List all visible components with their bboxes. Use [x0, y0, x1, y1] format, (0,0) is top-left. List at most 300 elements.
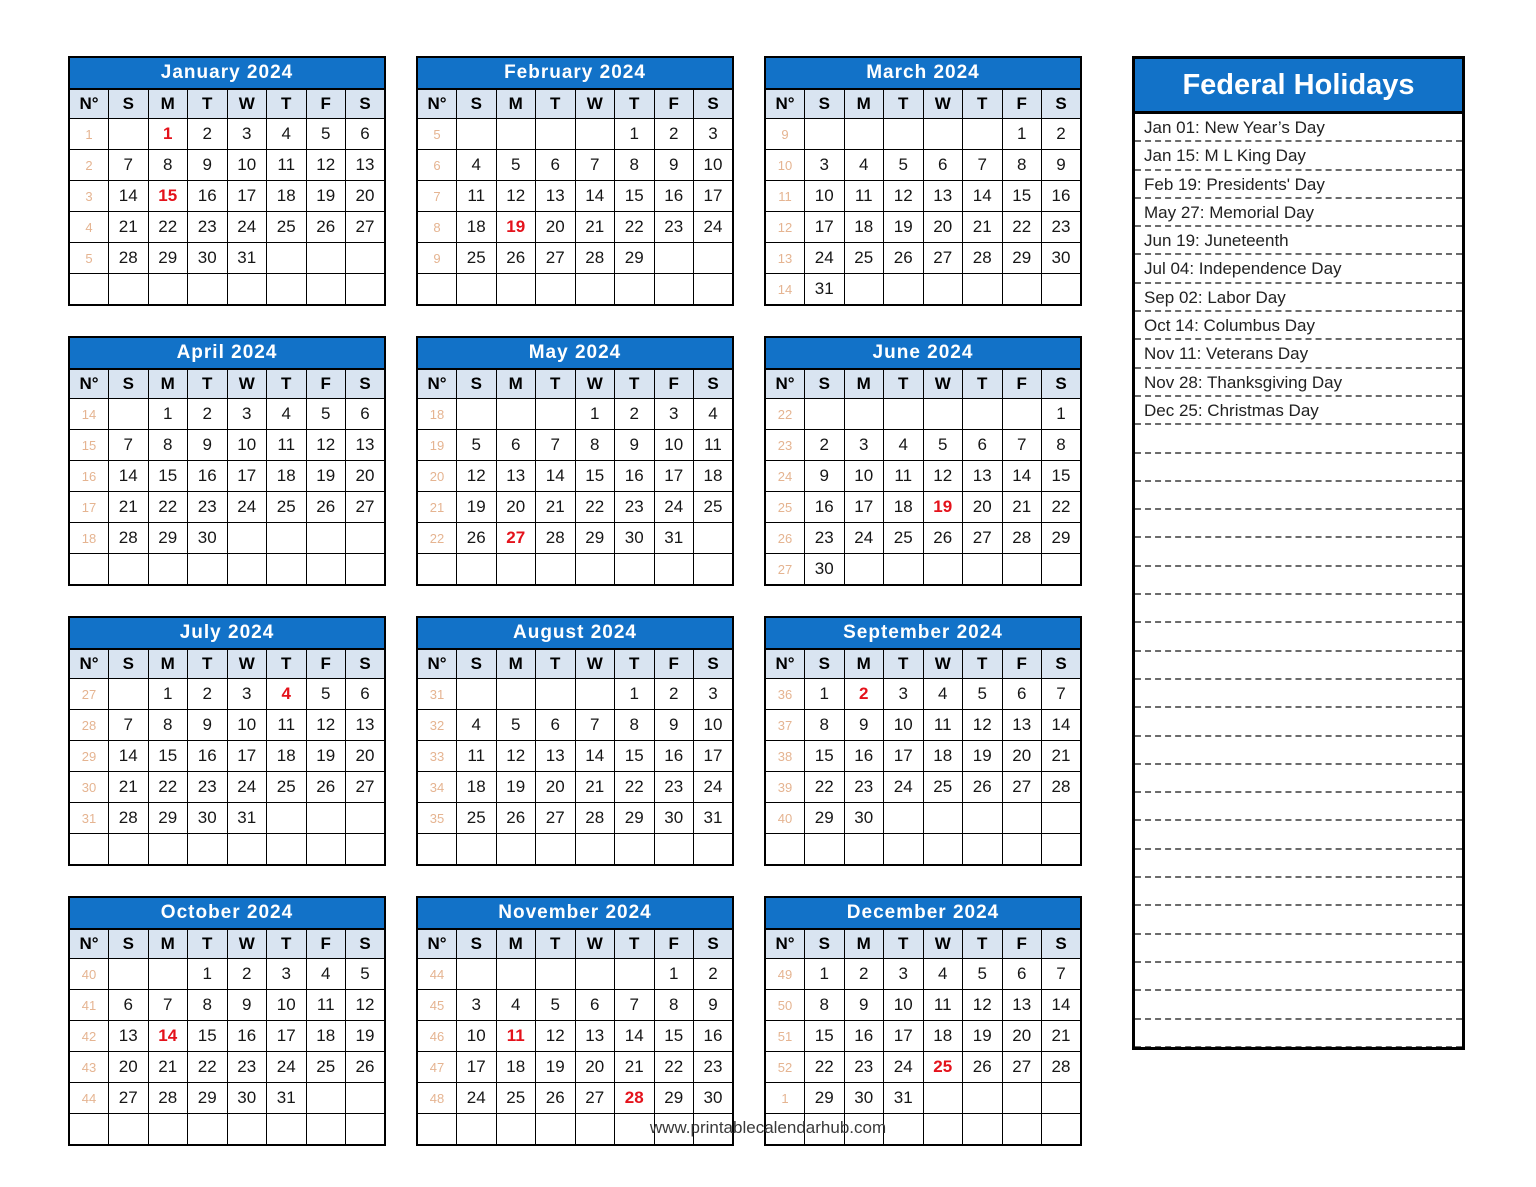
- day-cell: 5: [884, 150, 924, 181]
- day-cell: 19: [536, 1052, 576, 1083]
- day-cell: 16: [654, 181, 694, 212]
- week-number: 27: [765, 554, 805, 586]
- week-row: [765, 803, 1081, 834]
- day-cell: 29: [805, 803, 845, 834]
- weekday-header: S: [457, 929, 497, 959]
- weekday-header: T: [963, 649, 1003, 679]
- empty-day-cell: [188, 274, 228, 306]
- weekday-header: F: [306, 369, 346, 399]
- day-cell: 4: [884, 430, 924, 461]
- day-cell: 29: [1042, 523, 1082, 554]
- day-cell: 14: [109, 741, 149, 772]
- week-number: 47: [417, 1052, 457, 1083]
- weekday-header: T: [536, 369, 576, 399]
- empty-day-cell: [267, 243, 307, 274]
- empty-day-cell: [306, 274, 346, 306]
- empty-day-cell: [1042, 554, 1082, 586]
- month-title-row: [765, 897, 1081, 929]
- week-number: 13: [765, 243, 805, 274]
- week-number: 21: [417, 492, 457, 523]
- day-cell: 28: [963, 243, 1003, 274]
- day-cell: 10: [267, 990, 307, 1021]
- day-cell: 2: [227, 959, 267, 990]
- day-cell: 20: [963, 492, 1003, 523]
- day-cell: 14: [109, 461, 149, 492]
- week-number: 32: [417, 710, 457, 741]
- day-cell: 18: [457, 212, 497, 243]
- weekday-header: W: [923, 649, 963, 679]
- holiday-item: Jul 04: Independence Day: [1135, 255, 1462, 283]
- holiday-item: Feb 19: Presidents' Day: [1135, 171, 1462, 199]
- empty-day-cell: [844, 554, 884, 586]
- day-cell: 15: [1002, 181, 1042, 212]
- day-cell: 24: [694, 212, 734, 243]
- week-row: [417, 959, 733, 990]
- empty-day-cell: [267, 834, 307, 866]
- empty-day-cell: [963, 399, 1003, 430]
- day-cell: 4: [923, 959, 963, 990]
- day-cell: 20: [346, 741, 386, 772]
- day-cell: 19: [884, 212, 924, 243]
- day-cell: 12: [346, 990, 386, 1021]
- week-number: 31: [69, 803, 109, 834]
- day-cell: 3: [805, 150, 845, 181]
- day-cell: 14: [109, 181, 149, 212]
- day-cell: 5: [457, 430, 497, 461]
- weekday-header: S: [1042, 89, 1082, 119]
- federal-holidays-panel: [1132, 56, 1465, 1050]
- day-cell: 11: [306, 990, 346, 1021]
- day-cell: 17: [805, 212, 845, 243]
- day-cell: 20: [923, 212, 963, 243]
- weekday-header: T: [188, 89, 228, 119]
- week-row: [69, 150, 385, 181]
- day-cell: 15: [148, 181, 188, 212]
- month-body: [417, 679, 733, 866]
- month-title-row: [765, 337, 1081, 369]
- day-cell: 1: [805, 959, 845, 990]
- weekday-header: T: [884, 89, 924, 119]
- empty-day-cell: [963, 119, 1003, 150]
- weekday-header: T: [536, 89, 576, 119]
- month-title: July 2024: [69, 617, 385, 649]
- empty-day-cell: [654, 243, 694, 274]
- day-cell: 2: [805, 430, 845, 461]
- day-cell: 27: [963, 523, 1003, 554]
- day-cell: 16: [188, 461, 228, 492]
- weekday-header: S: [694, 89, 734, 119]
- weekday-header: W: [227, 369, 267, 399]
- day-cell: 19: [963, 741, 1003, 772]
- day-cell: 16: [805, 492, 845, 523]
- holiday-item: Jan 01: New Year’s Day: [1135, 114, 1462, 142]
- footer-url: www.printablecalendarhub.com: [649, 1118, 887, 1137]
- day-cell: 26: [963, 1052, 1003, 1083]
- weekday-header: N°: [765, 929, 805, 959]
- week-row: [417, 461, 733, 492]
- day-cell: 5: [346, 959, 386, 990]
- day-cell: 3: [884, 679, 924, 710]
- day-cell: 30: [654, 803, 694, 834]
- month-title-row: [69, 897, 385, 929]
- week-row: [765, 274, 1081, 306]
- empty-day-cell: [496, 554, 536, 586]
- day-cell: 30: [844, 1083, 884, 1114]
- empty-day-cell: [536, 119, 576, 150]
- day-cell: 22: [148, 492, 188, 523]
- empty-day-cell: [923, 274, 963, 306]
- week-row: [417, 772, 733, 803]
- day-cell: 22: [575, 492, 615, 523]
- empty-day-cell: [884, 274, 924, 306]
- empty-day-cell: [884, 554, 924, 586]
- day-cell: 9: [844, 990, 884, 1021]
- day-cell: 4: [496, 990, 536, 1021]
- day-cell: 4: [923, 679, 963, 710]
- week-number: 1: [765, 1083, 805, 1114]
- weekday-header: F: [654, 649, 694, 679]
- day-cell: 7: [963, 150, 1003, 181]
- month-title-row: [69, 57, 385, 89]
- week-row: [765, 772, 1081, 803]
- empty-day-cell: [884, 399, 924, 430]
- weekday-row: [765, 89, 1081, 119]
- day-cell: 23: [805, 523, 845, 554]
- day-cell: 1: [615, 119, 655, 150]
- weekday-header: F: [306, 929, 346, 959]
- empty-day-cell: [575, 554, 615, 586]
- day-cell: 30: [188, 803, 228, 834]
- holiday-item: Sep 02: Labor Day: [1135, 284, 1462, 312]
- day-cell: 11: [496, 1021, 536, 1052]
- day-cell: 15: [575, 461, 615, 492]
- empty-day-cell: [694, 834, 734, 866]
- week-number: 48: [417, 1083, 457, 1114]
- week-row: [417, 181, 733, 212]
- day-cell: 17: [227, 181, 267, 212]
- week-row: [69, 772, 385, 803]
- day-cell: 6: [496, 430, 536, 461]
- day-cell: 25: [267, 772, 307, 803]
- blank-line: [1135, 567, 1462, 595]
- empty-day-cell: [109, 554, 149, 586]
- weekday-header: T: [615, 929, 655, 959]
- month-calendar: [68, 56, 386, 306]
- day-cell: 27: [923, 243, 963, 274]
- weekday-header: T: [188, 369, 228, 399]
- day-cell: 17: [654, 461, 694, 492]
- weekday-header: S: [805, 929, 845, 959]
- weekday-header: F: [654, 929, 694, 959]
- day-cell: 9: [654, 710, 694, 741]
- month-body: [69, 119, 385, 306]
- day-cell: 1: [654, 959, 694, 990]
- empty-day-cell: [148, 554, 188, 586]
- day-cell: 11: [923, 710, 963, 741]
- day-cell: 20: [536, 772, 576, 803]
- day-cell: 31: [227, 803, 267, 834]
- week-number: 9: [417, 243, 457, 274]
- week-number: 17: [69, 492, 109, 523]
- day-cell: 29: [148, 523, 188, 554]
- day-cell: 24: [654, 492, 694, 523]
- empty-day-cell: [496, 119, 536, 150]
- week-row: [69, 803, 385, 834]
- week-number: [417, 274, 457, 306]
- day-cell: 30: [188, 523, 228, 554]
- blank-line: [1135, 991, 1462, 1019]
- day-cell: 7: [109, 150, 149, 181]
- month-title-row: [417, 897, 733, 929]
- week-row: [765, 1021, 1081, 1052]
- day-cell: 7: [1042, 959, 1082, 990]
- blank-line: [1135, 906, 1462, 934]
- day-cell: 19: [496, 212, 536, 243]
- day-cell: 2: [694, 959, 734, 990]
- day-cell: 28: [536, 523, 576, 554]
- weekday-header: T: [884, 929, 924, 959]
- week-row: [69, 212, 385, 243]
- day-cell: 8: [805, 710, 845, 741]
- week-number: 7: [417, 181, 457, 212]
- day-cell: 30: [844, 803, 884, 834]
- day-cell: 5: [963, 679, 1003, 710]
- day-cell: 23: [654, 212, 694, 243]
- week-row: [417, 430, 733, 461]
- day-cell: 6: [346, 679, 386, 710]
- empty-day-cell: [306, 243, 346, 274]
- blank-line: [1135, 482, 1462, 510]
- day-cell: 13: [496, 461, 536, 492]
- month-title: December 2024: [765, 897, 1081, 929]
- day-cell: 4: [267, 399, 307, 430]
- week-row: [417, 1052, 733, 1083]
- day-cell: 5: [306, 399, 346, 430]
- week-number: 49: [765, 959, 805, 990]
- month-body: [417, 119, 733, 306]
- month-calendar: [416, 336, 734, 586]
- empty-day-cell: [615, 274, 655, 306]
- week-number: 10: [765, 150, 805, 181]
- empty-day-cell: [346, 523, 386, 554]
- week-number: 16: [69, 461, 109, 492]
- month-body: [417, 399, 733, 586]
- weekday-row: [69, 649, 385, 679]
- day-cell: 18: [694, 461, 734, 492]
- week-row: [417, 679, 733, 710]
- empty-day-cell: [1002, 399, 1042, 430]
- day-cell: 18: [267, 181, 307, 212]
- holiday-item: Dec 25: Christmas Day: [1135, 397, 1462, 425]
- day-cell: 22: [615, 772, 655, 803]
- week-row: [417, 1083, 733, 1114]
- day-cell: 24: [227, 492, 267, 523]
- day-cell: 4: [457, 710, 497, 741]
- day-cell: 2: [615, 399, 655, 430]
- weekday-row: [417, 929, 733, 959]
- month-title: August 2024: [417, 617, 733, 649]
- day-cell: 17: [694, 741, 734, 772]
- week-row: [69, 492, 385, 523]
- day-cell: 13: [346, 150, 386, 181]
- empty-day-cell: [844, 399, 884, 430]
- day-cell: 23: [694, 1052, 734, 1083]
- day-cell: 8: [188, 990, 228, 1021]
- empty-day-cell: [457, 119, 497, 150]
- day-cell: 27: [575, 1083, 615, 1114]
- day-cell: 9: [188, 430, 228, 461]
- empty-day-cell: [694, 243, 734, 274]
- day-cell: 15: [615, 181, 655, 212]
- week-number: 34: [417, 772, 457, 803]
- day-cell: 18: [267, 741, 307, 772]
- day-cell: 14: [148, 1021, 188, 1052]
- day-cell: 14: [536, 461, 576, 492]
- weekday-header: S: [1042, 649, 1082, 679]
- empty-day-cell: [654, 834, 694, 866]
- day-cell: 12: [496, 741, 536, 772]
- empty-day-cell: [536, 399, 576, 430]
- day-cell: 24: [805, 243, 845, 274]
- weekday-header: T: [267, 929, 307, 959]
- weekday-row: [69, 369, 385, 399]
- day-cell: 28: [575, 243, 615, 274]
- day-cell: 11: [884, 461, 924, 492]
- week-number: 28: [69, 710, 109, 741]
- week-row: [69, 461, 385, 492]
- weekday-header: N°: [417, 649, 457, 679]
- weekday-header: S: [346, 369, 386, 399]
- week-number: [417, 554, 457, 586]
- blank-line: [1135, 963, 1462, 991]
- day-cell: 21: [575, 772, 615, 803]
- empty-day-cell: [844, 834, 884, 866]
- week-number: [417, 834, 457, 866]
- empty-day-cell: [1002, 803, 1042, 834]
- weekday-header: S: [694, 369, 734, 399]
- day-cell: 25: [306, 1052, 346, 1083]
- week-number: 23: [765, 430, 805, 461]
- week-number: 19: [417, 430, 457, 461]
- day-cell: 10: [227, 150, 267, 181]
- day-cell: 11: [457, 741, 497, 772]
- day-cell: 26: [306, 772, 346, 803]
- day-cell: 12: [306, 710, 346, 741]
- day-cell: 2: [188, 119, 228, 150]
- day-cell: 28: [109, 803, 149, 834]
- week-number: 15: [69, 430, 109, 461]
- week-number: [69, 554, 109, 586]
- month-title-row: [765, 617, 1081, 649]
- day-cell: 5: [923, 430, 963, 461]
- blank-line: [1135, 821, 1462, 849]
- day-cell: 22: [148, 212, 188, 243]
- empty-day-cell: [844, 119, 884, 150]
- week-row: [69, 554, 385, 586]
- week-row: [69, 741, 385, 772]
- day-cell: 27: [346, 492, 386, 523]
- weekday-header: S: [346, 89, 386, 119]
- empty-day-cell: [457, 679, 497, 710]
- day-cell: 24: [884, 772, 924, 803]
- holiday-item: May 27: Memorial Day: [1135, 199, 1462, 227]
- day-cell: 31: [805, 274, 845, 306]
- week-row: [69, 243, 385, 274]
- empty-day-cell: [884, 119, 924, 150]
- day-cell: 20: [346, 181, 386, 212]
- weekday-header: F: [306, 649, 346, 679]
- day-cell: 2: [844, 679, 884, 710]
- week-number: 25: [765, 492, 805, 523]
- day-cell: 26: [923, 523, 963, 554]
- day-cell: 19: [496, 772, 536, 803]
- week-row: [765, 1083, 1081, 1114]
- day-cell: 5: [306, 679, 346, 710]
- weekday-header: W: [227, 649, 267, 679]
- week-row: [417, 274, 733, 306]
- month-calendar: [416, 896, 734, 1146]
- month-title-row: [69, 617, 385, 649]
- day-cell: 21: [109, 772, 149, 803]
- empty-day-cell: [963, 274, 1003, 306]
- week-number: 8: [417, 212, 457, 243]
- empty-day-cell: [575, 119, 615, 150]
- empty-day-cell: [267, 523, 307, 554]
- week-number: 33: [417, 741, 457, 772]
- day-cell: 6: [923, 150, 963, 181]
- day-cell: 21: [1042, 741, 1082, 772]
- day-cell: 23: [844, 772, 884, 803]
- day-cell: 19: [306, 461, 346, 492]
- blank-line: [1135, 623, 1462, 651]
- empty-day-cell: [457, 834, 497, 866]
- week-row: [765, 679, 1081, 710]
- day-cell: 18: [267, 461, 307, 492]
- weekday-header: N°: [69, 369, 109, 399]
- day-cell: 3: [884, 959, 924, 990]
- day-cell: 27: [109, 1083, 149, 1114]
- day-cell: 9: [615, 430, 655, 461]
- weekday-header: S: [346, 649, 386, 679]
- empty-day-cell: [188, 554, 228, 586]
- weekday-header: N°: [69, 649, 109, 679]
- weekday-header: N°: [765, 369, 805, 399]
- empty-day-cell: [346, 243, 386, 274]
- week-number: 6: [417, 150, 457, 181]
- empty-day-cell: [109, 679, 149, 710]
- week-number: 40: [765, 803, 805, 834]
- day-cell: 30: [694, 1083, 734, 1114]
- weekday-header: T: [267, 369, 307, 399]
- day-cell: 20: [1002, 1021, 1042, 1052]
- day-cell: 26: [536, 1083, 576, 1114]
- day-cell: 6: [346, 399, 386, 430]
- day-cell: 26: [496, 803, 536, 834]
- federal-holidays-title: Federal Holidays: [1135, 59, 1462, 114]
- day-cell: 16: [615, 461, 655, 492]
- day-cell: 13: [575, 1021, 615, 1052]
- week-row: [765, 710, 1081, 741]
- day-cell: 17: [844, 492, 884, 523]
- day-cell: 12: [963, 710, 1003, 741]
- weekday-header: N°: [765, 649, 805, 679]
- week-number: 41: [69, 990, 109, 1021]
- day-cell: 23: [188, 772, 228, 803]
- empty-day-cell: [963, 554, 1003, 586]
- day-cell: 8: [615, 710, 655, 741]
- day-cell: 20: [536, 212, 576, 243]
- weekday-header: T: [963, 369, 1003, 399]
